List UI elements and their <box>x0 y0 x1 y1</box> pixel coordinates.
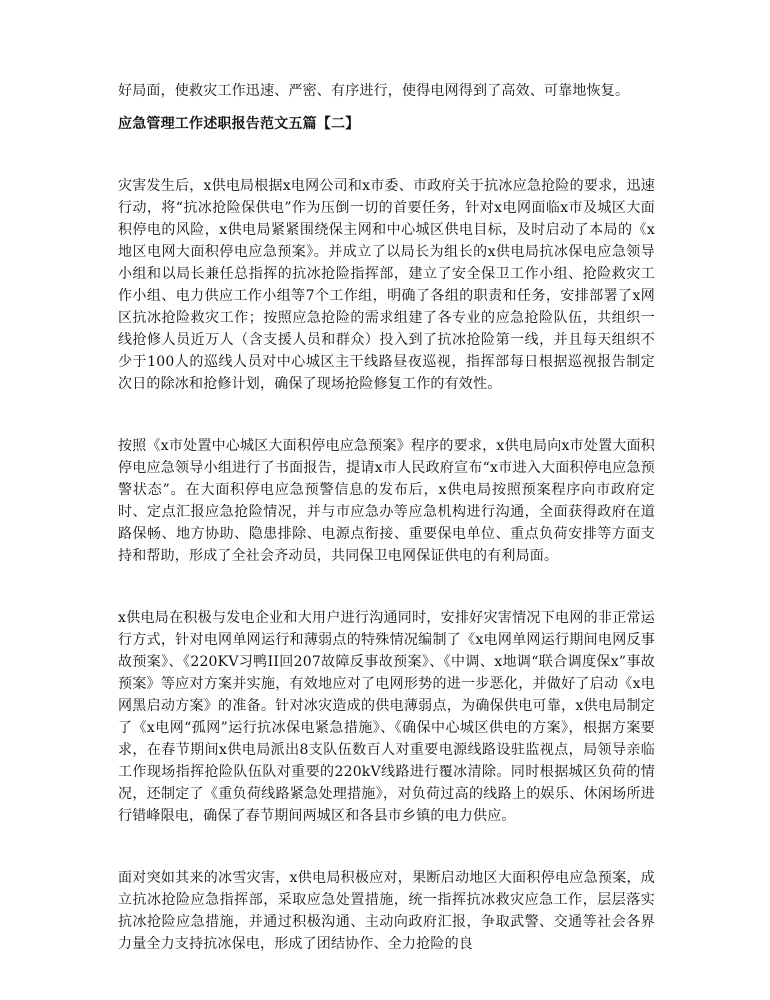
lead-paragraph: 好局面，使救灾工作迅速、严密、有序进行，使得电网得到了高效、可靠地恢复。 <box>118 83 630 99</box>
section-title: 应急管理工作述职报告范文五篇【二】 <box>118 116 360 132</box>
body-paragraph-4: 面对突如其来的冰雪灾害，x供电局积极应对，果断启动地区大面积停电应急预案，成立抗冰抢险应急指挥部，采取应急处置措施，统一指挥抗冰救灾应急工作，层层落实抗冰抢险应急措施，并通过积极沟通、主动向政府汇报，争取武警、交通等社会各界力量全力支持抗冰保电，形成了团结协作、全力抢险的良 <box>118 870 655 952</box>
body-paragraph-1: 灾害发生后，x供电局根据x电网公司和x市委、市政府关于抗冰应急抢险的要求，迅速行动，将“抗冰抢险保供电”作为压倒一切的首要任务，针对x电网面临x市及城区大面积停电的风险，x供电局紧紧围绕保主网和中心城区供电目标，及时启动了本局的《x地区电网大面积停电应急预案》。并成立了以局长为组长的x供电局抗冰保电应急领导小组和以局长兼任总指挥的抗冰抢险指挥部，建立了安全保卫工作小组、抢险救灾工作小组、电力供应工作小组等7个工作组，明确了各组的职责和任务，安排部署了x网区抗冰抢险救灾工作；按照应急抢险的需求组建了各专业的应急抢险队伍，共组织一线抢修人员近万人（含支援人员和群众）投入到了抗冰抢险第一线，并且每天组织不少于100人的巡线人员对中心城区主干线路昼夜巡视，指挥部每日根据巡视报告制定次日的除冰和抢修计划，确保了现场抢险修复工作的有效性。 <box>118 178 655 392</box>
document-page <box>118 80 655 955</box>
body-paragraph-2: 按照《x市处置中心城区大面积停电应急预案》程序的要求，x供电局向x市处置大面积停电应急领导小组进行了书面报告，提请x市人民政府宣布“x市进入大面积停电应急预警状态”。在大面积停电应急预警信息的发布后，x供电局按照预案程序向市政府定时、定点汇报应急抢险情况，并与市应急办等应急机构进行沟通，全面获得政府在道路保畅、地方协助、隐患排除、电源点衔接、重要保电单位、重点负荷安排等方面支持和帮助，形成了全社会齐动员，共同保卫电网保证供电的有利局面。 <box>118 438 655 564</box>
body-paragraph-3: x供电局在积极与发电企业和大用户进行沟通同时，安排好灾害情况下电网的非正常运行方式，针对电网单网运行和薄弱点的特殊情况编制了《x电网单网运行期间电网反事故预案》、《220KV习鸭II回207故障反事故预案》、《中调、x地调“联合调度保x”事故预案》等应对方案并实施，有效地应对了电网形势的进一步恶化，并做好了启动《x电网黑启动方案》的准备。针对冰灾造成的供电薄弱点，为确保供电可靠，x供电局制定了《x电网“孤网”运行抗冰保电紧急措施》、《确保中心城区供电的方案》，根据方案要求，在春节期间x供电局派出8支队伍数百人对重要电源线路设驻监视点，局领导亲临工作现场指挥抢险队伍队对重要的220kV线路进行覆冰清除。同时根据城区负荷的情况，还制定了《重负荷线路紧急处理措施》，对负荷过高的线路上的娱乐、休闲场所进行错峰限电，确保了春节期间两城区和各县市乡镇的电力供应。 <box>118 610 655 824</box>
